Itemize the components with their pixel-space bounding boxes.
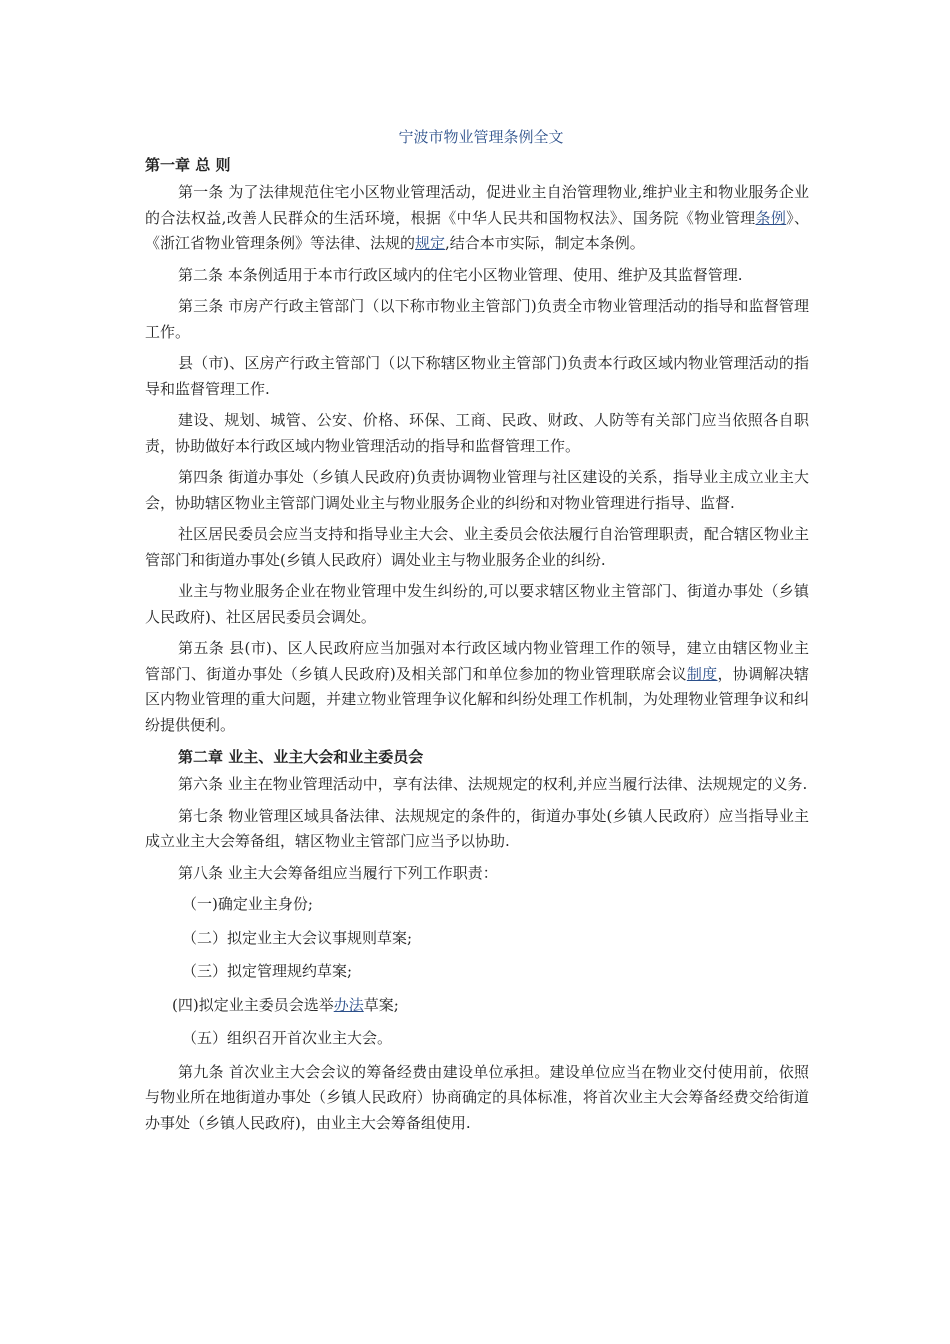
list-item-3: （三）拟定管理规约草案; <box>182 962 353 980</box>
link-tiaoli[interactable]: 条例 <box>755 208 787 227</box>
document-title: 宁波市物业管理条例全文 <box>398 128 564 146</box>
article-7: 第七条 物业管理区域具备法律、法规规定的条件的，街道办事处(乡镇人民政府）应当指导业主成立业主大会筹备组，辖区物业主管部门应当予以协助. <box>145 806 809 850</box>
article-9: 第九条 首次业主大会会议的筹备经费由建设单位承担。建设单位应当在物业交付使用前，依照与物业所在地街道办事处（乡镇人民政府）协商确定的具体标准，将首次业主大会筹备经费交给街道办事处（乡镇人民政府)，由业主大会筹备组使用. <box>145 1062 809 1132</box>
article-2: 第二条 本条例适用于本市行政区域内的住宅小区物业管理、使用、维护及其监督管理. <box>178 265 743 284</box>
article-5-text-a: 第五条 县(市)、区人民政府应当加强对本行政区域内物业管理工作的领导，建立由辖区物业主管部门、街道办事处（乡镇人民政府)及相关部门和单位参加的物业管理联席会议 <box>145 639 809 683</box>
article-8: 第八条 业主大会筹备组应当履行下列工作职责： <box>178 863 498 882</box>
article-3-para-1: 第三条 市房产行政主管部门（以下称市物业主管部门)负责全市物业管理活动的指导和监督管理工作。 <box>145 297 809 341</box>
article-4-para-1: 第四条 街道办事处（乡镇人民政府)负责协调物业管理与社区建设的关系，指导业主成立业主大会，协助辖区物业主管部门调处业主与物业服务企业的纠纷和对物业管理进行指导、监督. <box>145 468 809 512</box>
article-1-text-b: 》、《浙江省物业管理条例》等法律、法规的 <box>145 208 809 252</box>
list-item-4-text-b: 草案; <box>363 995 399 1014</box>
article-5-text-b: ，协调解决辖区内物业管理的重大问题，并建立物业管理争议化解和纠纷处理工作机制，为处理物业管理争议和纠纷提供便利。 <box>145 664 809 734</box>
article-5 <box>145 636 809 738</box>
document-body <box>145 124 809 1142</box>
article-3-para-2: 县（市)、区房产行政主管部门（以下称辖区物业主管部门)负责本行政区域内物业管理活动的指导和监督管理工作. <box>145 354 809 398</box>
article-1-text-c: ,结合本市实际，制定本条例。 <box>445 234 645 252</box>
list-item-4-text-a: (四)拟定业主委员会选举 <box>172 995 334 1014</box>
article-6: 第六条 业主在物业管理活动中，享有法律、法规规定的权利,并应当履行法律、法规规定的义务. <box>178 775 808 793</box>
chapter-2-heading: 第二章 业主、业主大会和业主委员会 <box>178 748 424 766</box>
link-zhidu[interactable]: 制度 <box>686 664 718 683</box>
chapter-1-heading: 第一章 总 则 <box>145 156 231 174</box>
list-item-4 <box>145 993 809 1019</box>
list-item-1: （一)确定业主身份; <box>182 895 313 913</box>
article-4-para-2: 社区居民委员会应当支持和指导业主大会、业主委员会依法履行自治管理职责，配合辖区物业主管部门和街道办事处(乡镇人民政府）调处业主与物业服务企业的纠纷. <box>145 525 809 569</box>
link-guiding[interactable]: 规定 <box>415 234 446 252</box>
article-1-text-a: 第一条 为了法律规范住宅小区物业管理活动，促进业主自治管理物业,维护业主和物业服务企业的合法权益,改善人民群众的生活环境，根据《中华人民共和国物权法》、国务院《物业管理 <box>145 183 809 227</box>
article-4-para-3: 业主与物业服务企业在物业管理中发生纠纷的,可以要求辖区物业主管部门、街道办事处（乡镇人民政府)、社区居民委员会调处。 <box>145 582 809 626</box>
list-item-5: （五）组织召开首次业主大会。 <box>182 1029 393 1047</box>
list-item-2: （二）拟定业主大会议事规则草案; <box>182 928 413 947</box>
link-banfa[interactable]: 办法 <box>333 995 364 1014</box>
article-3-para-3: 建设、规划、城管、公安、价格、环保、工商、民政、财政、人防等有关部门应当依照各自职责，协助做好本行政区域内物业管理活动的指导和监督管理工作。 <box>145 411 809 455</box>
article-1 <box>145 180 809 257</box>
